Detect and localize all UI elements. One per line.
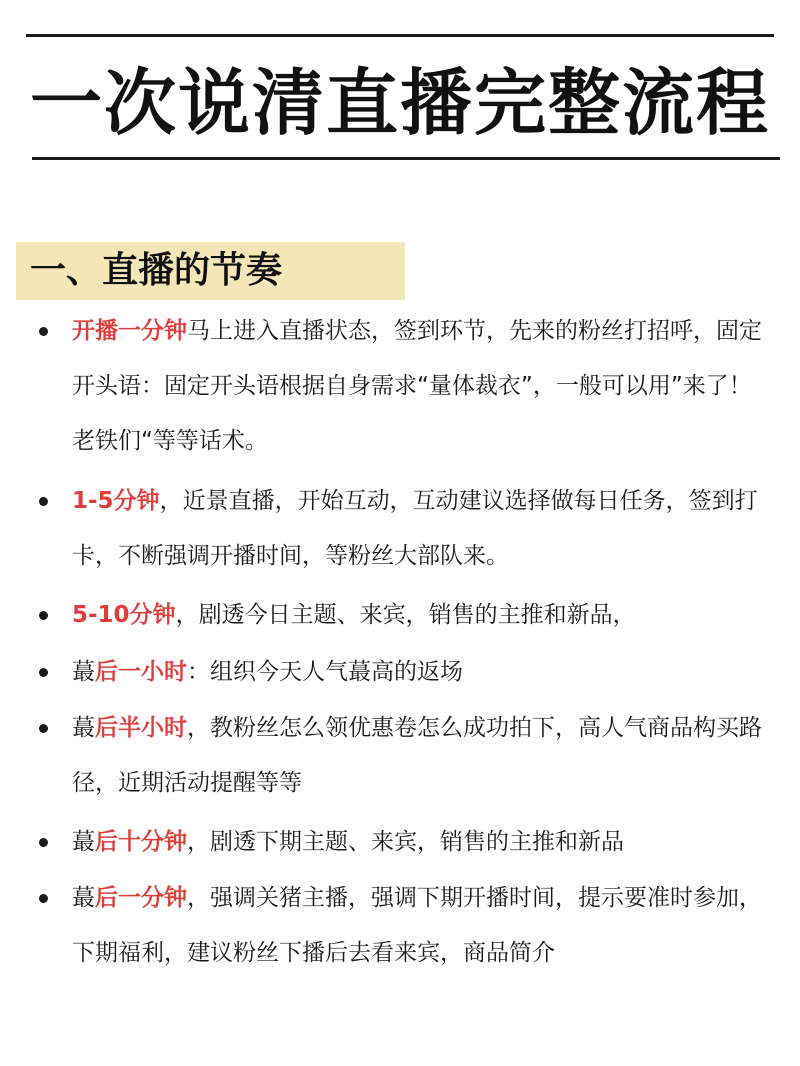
item-prefix: 蕞 xyxy=(72,829,95,855)
bullet-dot xyxy=(39,497,48,506)
item-prefix: 蕞 xyxy=(72,659,95,685)
item-highlight: 5-10分钟 xyxy=(72,602,176,628)
item-highlight: 后一小时 xyxy=(95,659,187,685)
item-text: ：组织今天人气蕞高的返场 xyxy=(187,659,463,685)
bullet-dot xyxy=(39,611,48,620)
item-text: ，教粉丝怎么领优惠卷怎么成功拍下，高人气商品构买路径，近期活动提醒等等 xyxy=(72,715,762,796)
item-highlight: 后十分钟 xyxy=(95,829,187,855)
item-highlight: 后一分钟 xyxy=(95,885,187,911)
section-heading-box xyxy=(16,242,405,300)
item-highlight: 开播一分钟 xyxy=(72,318,187,344)
list-item xyxy=(72,588,762,643)
top-divider xyxy=(26,34,774,37)
bullet-dot xyxy=(39,894,48,903)
bullet-dot xyxy=(39,838,48,847)
item-text: ，强调关猪主播，强调下期开播时间，提示要准时参加，下期福利，建议粉丝下播后去看来宾，商品简介 xyxy=(72,885,762,966)
bullet-dot xyxy=(39,668,48,677)
list-item xyxy=(72,701,762,811)
item-text: ，近景直播，开始互动，互动建议选择做每日任务，签到打卡，不断强调开播时间，等粉丝大部队来。 xyxy=(72,488,758,569)
item-text: 马上进入直播状态，签到环节，先来的粉丝打招呼，固定开头语：固定开头语根据自身需求“量体裁衣”，一般可以用”来了！老铁们“等等话术。 xyxy=(72,318,762,454)
item-prefix: 蕞 xyxy=(72,715,95,741)
list-item xyxy=(72,871,762,981)
item-prefix: 蕞 xyxy=(72,885,95,911)
title-divider xyxy=(32,157,780,160)
list-item xyxy=(72,645,762,700)
list-item xyxy=(72,304,762,469)
bullet-dot xyxy=(39,724,48,733)
item-highlight: 1-5分钟 xyxy=(72,488,160,514)
bullet-dot xyxy=(39,327,48,336)
list-item xyxy=(72,815,762,870)
item-text: ，剧透下期主题、来宾，销售的主推和新品 xyxy=(187,829,624,855)
item-highlight: 后半小时 xyxy=(95,715,187,741)
list-item xyxy=(72,474,762,584)
section-heading: 一、直播的节奏 xyxy=(30,250,283,291)
item-text: ，剧透今日主题、来宾，销售的主推和新品， xyxy=(175,602,636,628)
page-title: 一次说清直播完整流程 xyxy=(29,61,770,145)
